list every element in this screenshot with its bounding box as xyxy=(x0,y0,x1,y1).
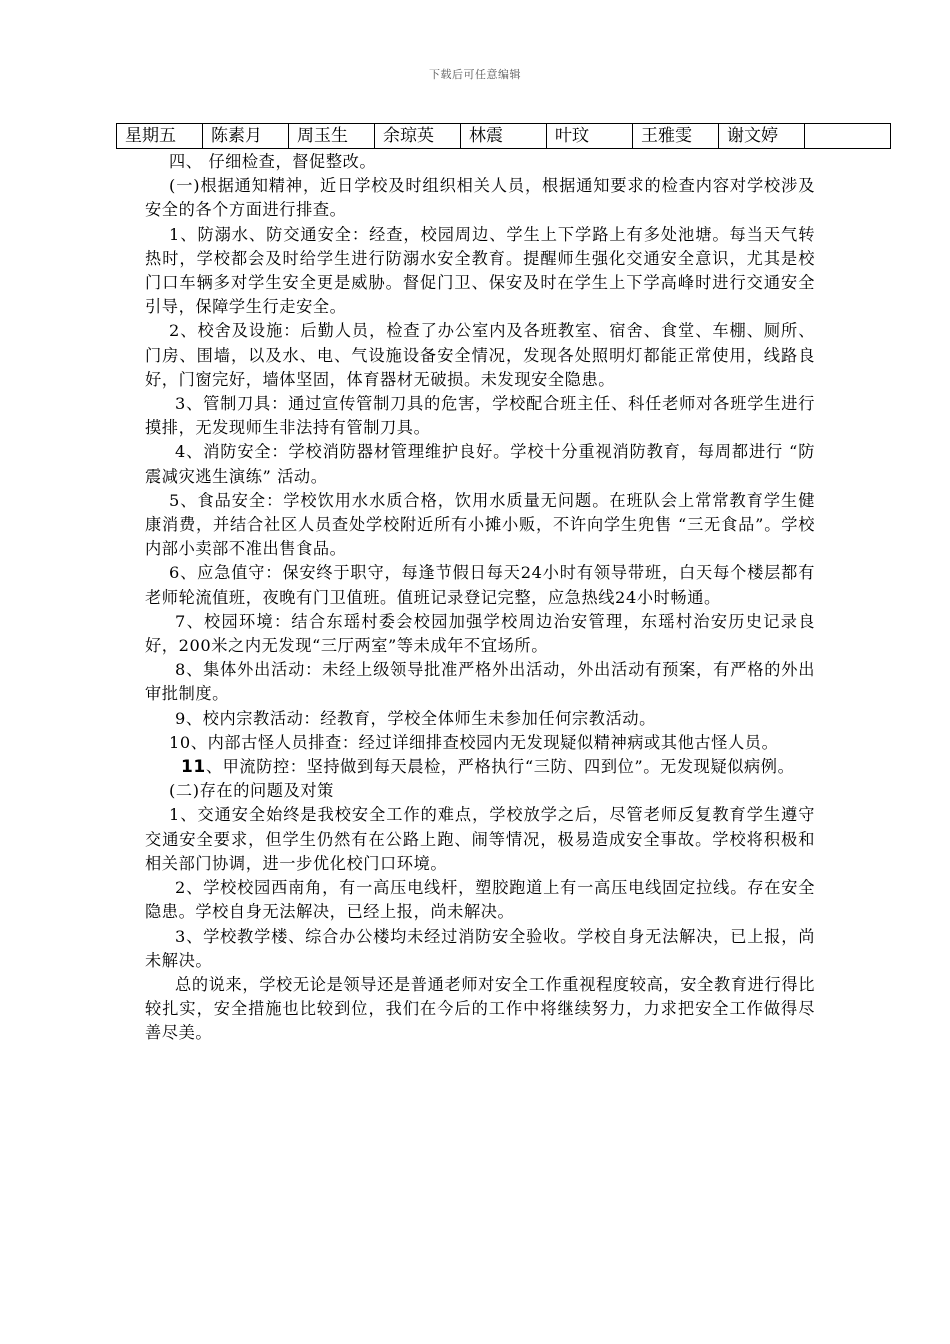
table-cell-name: 叶玟 xyxy=(547,124,633,149)
subsection-title: (一)根据通知精神，近日学校及时组织相关人员，根据通知要求的检查内容对学校涉及安全的各个方面进行排查。 xyxy=(145,176,815,220)
paragraph: 总的说来，学校无论是领导还是普通老师对安全工作重视程度较高，安全教育进行得比较扎实，安全措施也比较到位，我们在今后的工作中将继续努力，力求把安全工作做得尽善尽美。 xyxy=(145,974,815,1043)
table-cell-name: 谢文婷 xyxy=(719,124,805,149)
page-header: 下载后可任意编辑 xyxy=(429,68,521,81)
paragraph: 5、食品安全：学校饮用水水质合格，饮用水质量无问题。在班队会上常常教育学生健康消费，并结合社区人员查处学校附近所有小摊小贩，不许向学生兜售 “三无食品”。学校内部小卖部不准出售食品。 xyxy=(145,490,815,559)
paragraph: 8、集体外出活动：未经上级领导批准严格外出活动，外出活动有预案，有严格的外出审批制度。 xyxy=(145,660,815,704)
paragraph: 3、管制刀具：通过宣传管制刀具的危害，学校配合班主任、科任老师对各班学生进行摸排，无发现师生非法持有管制刀具。 xyxy=(145,394,815,438)
table-cell-name: 林震 xyxy=(461,124,547,149)
table-cell-name: 周玉生 xyxy=(289,124,375,149)
table-cell-day: 星期五 xyxy=(117,124,203,149)
section-title: 四、 仔细检查，督促整改。 xyxy=(169,152,377,171)
paragraph: 4、消防安全：学校消防器材管理维护良好。学校十分重视消防教育，每周都进行 “防震减灾逃生演练” 活动。 xyxy=(145,442,815,486)
item-text: 、甲流防控：坚持做到每天晨检，严格执行“三防、四到位”。无发现疑似病例。 xyxy=(205,757,795,777)
paragraph: 1、防溺水、防交通安全：经查，校园周边、学生上下学路上有多处池塘。每当天气转热时，学校都会及时给学生进行防溺水安全教育。提醒师生强化交通安全意识，尤其是校门口车辆多对学生安全更是威胁。督促门卫、保安及时在学生上下学高峰时进行交通安全引导，保障学生行走安全。 xyxy=(145,224,815,317)
paragraph: 9、校内宗教活动：经教育，学校全体师生未参加任何宗教活动。 xyxy=(175,708,656,728)
paragraph: 2、校舍及设施：后勤人员，检查了办公室内及各班教室、宿舍、食堂、车棚、厕所、门房、围墙，以及水、电、气设施设备安全情况，发现各处照明灯都能正常使用，线路良好，门窗完好，墙体坚固，体育器材无破损。未发现安全隐患。 xyxy=(145,321,815,389)
table-cell-name: 陈素月 xyxy=(203,124,289,149)
paragraph: 10、内部古怪人员排查：经过详细排查校园内无发现疑似精神病或其他古怪人员。 xyxy=(169,732,779,752)
paragraph: 3、学校教学楼、综合办公楼均未经过消防安全验收。学校自身无法解决，已上报，尚未解决。 xyxy=(145,926,815,970)
table-cell-name: 余琼英 xyxy=(375,124,461,149)
subsection-title: (二)存在的问题及对策 xyxy=(169,781,334,801)
paragraph: 7、校园环境：结合东瑶村委会校园加强学校周边治安管理，东瑶村治安历史记录良好，200米之内无发现“三厅两室”等未成年不宜场所。 xyxy=(145,611,815,656)
document-body xyxy=(145,150,815,1046)
paragraph: 6、应急值守：保安终于职守，每逢节假日每天24小时有领导带班，白天每个楼层都有老师轮流值班，夜晚有门卫值班。值班记录登记完整，应急热线24小时畅通。 xyxy=(145,563,815,607)
paragraph: 1、交通安全始终是我校安全工作的难点，学校放学之后，尽管老师反复教育学生遵守交通安全要求，但学生仍然有在公路上跑、闹等情况，极易造成安全事故。学校将积极和相关部门协调，进一步优化校门口环境。 xyxy=(145,805,815,873)
paragraph xyxy=(145,755,815,779)
table-cell-name: 王雅雯 xyxy=(633,124,719,149)
table-cell-empty xyxy=(805,124,891,149)
table-row xyxy=(117,124,891,149)
paragraph: 2、学校校园西南角，有一高压电线杆，塑胶跑道上有一高压电线固定拉线。存在安全隐患。学校自身无法解决，已经上报，尚未解决。 xyxy=(145,878,815,922)
item-number: 11 xyxy=(181,757,206,778)
duty-table xyxy=(116,123,891,149)
